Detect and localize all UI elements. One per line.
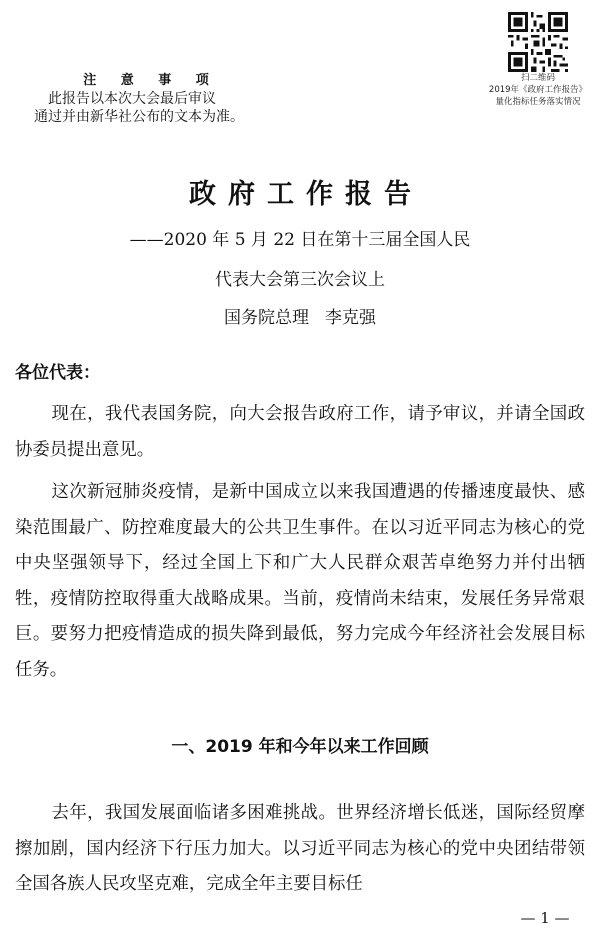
paragraph-3: 去年，我国发展面临诸多困难挑战。世界经济增长低迷，国际经贸摩擦加剧，国内经济下行压力加大。以习近平同志为核心的党中央团结带领全国各族人民攻坚克难，完成全年主要目标任: [15, 803, 585, 895]
notice-line-1: 此报告以本次大会最后审议: [48, 91, 216, 107]
section-heading: 一、2019 年和今年以来工作回顾: [171, 737, 429, 757]
qr-code-icon[interactable]: [508, 12, 568, 72]
author-name: 李克强: [325, 308, 376, 328]
author-line: [0, 307, 600, 329]
qr-block: [476, 12, 600, 108]
author-role: 国务院总理: [224, 308, 309, 328]
paragraph-2: 这次新冠肺炎疫情，是新中国成立以来我国遭遇的传播速度最快、感染范围最广、防控难度最大的公共卫生事件。在以习近平同志为核心的党中央坚强领导下，经过全国上下和广大人民群众艰苦卓绝努力并付出牺牲，疫情防控取得重大战略成果。当前，疫情尚未结束，发展任务异常艰巨。要努力把疫情造成的损失降到最低，努力完成今年经济社会发展目标任务。: [15, 482, 585, 680]
paragraph-1: 现在，我代表国务院，向大会报告政府工作，请予审议，并请全国政协委员提出意见。: [15, 404, 585, 460]
qr-caption-scan: 扫二维码: [520, 73, 555, 83]
page-number: — 1 —: [520, 909, 570, 927]
subtitle-line-1: ——2020 年 5 月 22 日在第十三届全国人民: [129, 230, 471, 250]
qr-caption-title: 2019年《政府工作报告》: [488, 85, 588, 95]
subtitle-line-2: 代表大会第三次会议上: [215, 270, 385, 290]
notice-title: 注 意 事 项: [83, 73, 219, 88]
document-title: 政府工作报告: [189, 179, 423, 210]
salutation: 各位代表：: [15, 363, 100, 383]
notice-line-2: 通过并由新华社公布的文本为准。: [34, 109, 244, 125]
notice-block: [0, 72, 300, 126]
qr-caption-desc: 量化指标任务落实情况: [495, 97, 581, 107]
